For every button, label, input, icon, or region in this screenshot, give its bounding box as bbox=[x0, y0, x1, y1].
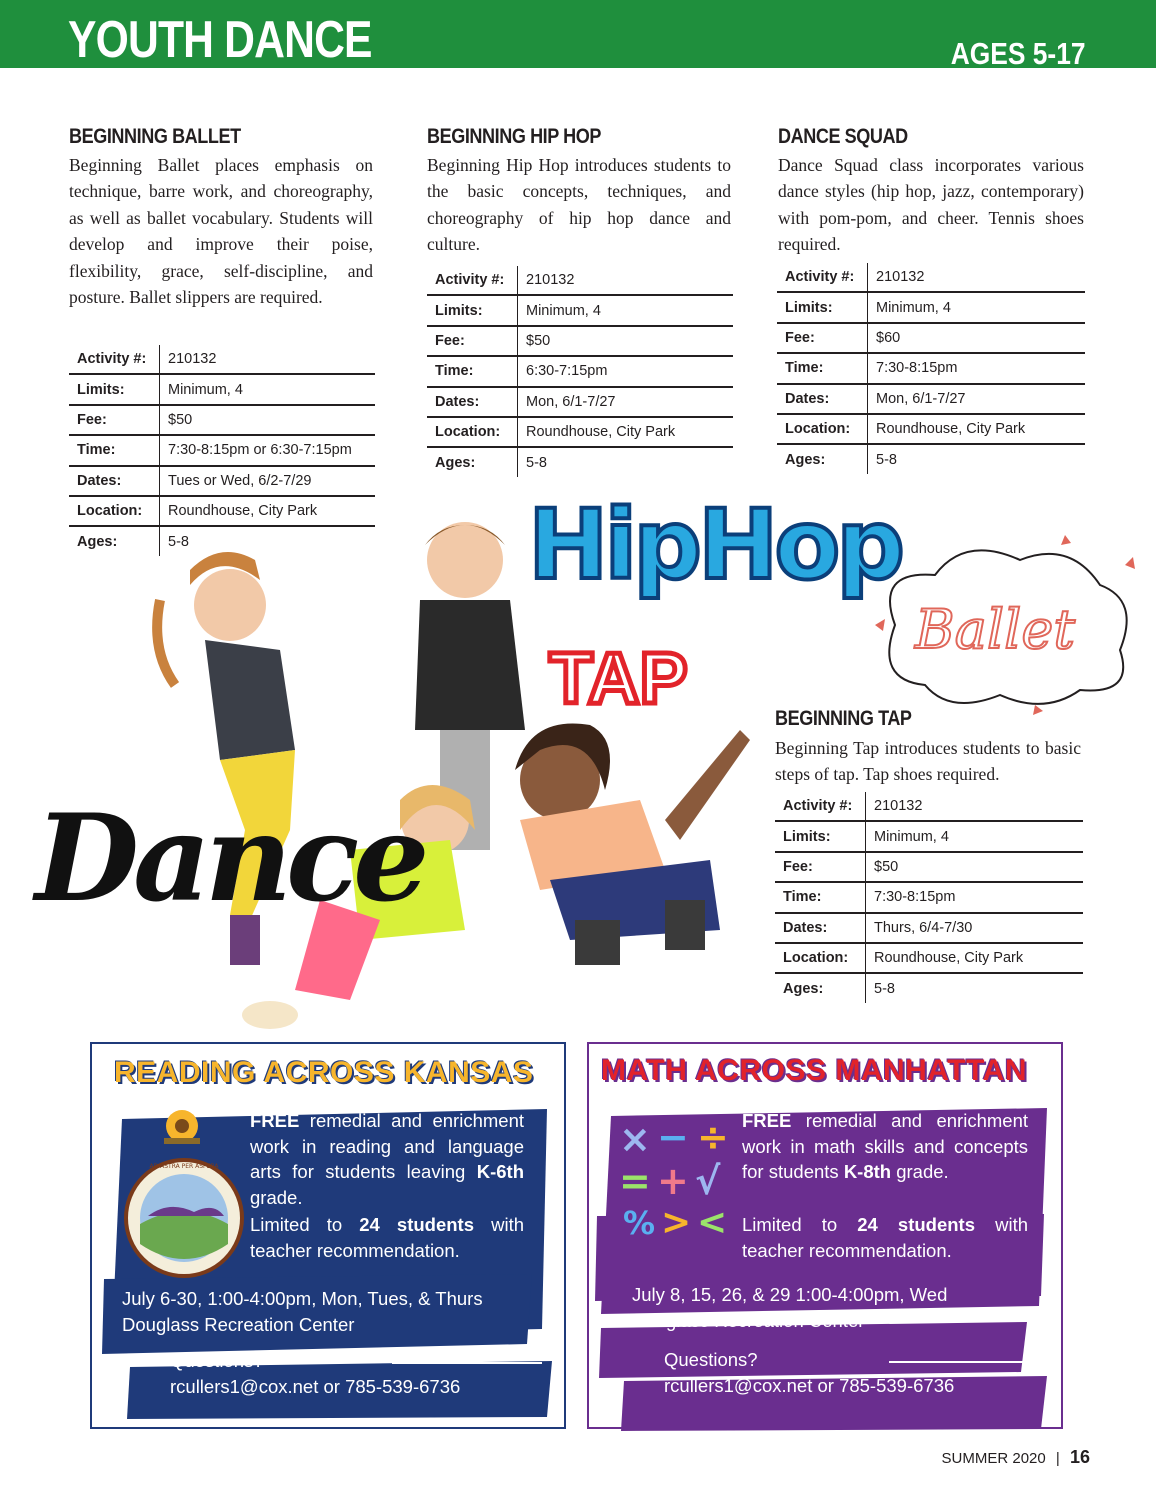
reading-divider bbox=[392, 1362, 542, 1364]
hiphop-info-table bbox=[427, 266, 733, 477]
info-value: Minimum, 4 bbox=[518, 295, 734, 325]
info-label: Limits: bbox=[427, 295, 518, 325]
tap-info-table bbox=[775, 792, 1083, 1003]
info-row bbox=[777, 444, 1085, 473]
info-value: Roundhouse, City Park bbox=[868, 414, 1086, 444]
info-row bbox=[427, 417, 733, 447]
info-label: Time: bbox=[427, 356, 518, 386]
math-contact[interactable]: rcullers1@cox.net or 785-539-6736 bbox=[664, 1375, 955, 1396]
math-program-box bbox=[587, 1042, 1063, 1429]
info-row bbox=[69, 374, 375, 404]
info-value: 5-8 bbox=[526, 454, 547, 471]
info-value: $50 bbox=[518, 326, 734, 356]
info-label: Location: bbox=[69, 496, 160, 526]
info-label: Dates: bbox=[69, 466, 160, 496]
info-row bbox=[69, 405, 375, 435]
info-value: 5-8 bbox=[876, 451, 897, 468]
footer-season: SUMMER 2020 bbox=[941, 1450, 1046, 1467]
svg-text:Dance: Dance bbox=[35, 788, 424, 929]
svg-text:÷: ÷ bbox=[697, 1115, 729, 1159]
info-row bbox=[69, 345, 375, 374]
info-value: 7:30-8:15pm or 6:30-7:15pm bbox=[160, 435, 376, 465]
info-value: Mon, 6/1-7/27 bbox=[518, 387, 734, 417]
info-label: Ages: bbox=[777, 444, 868, 473]
math-description: FREE remedial and enrichment work in math skills and concepts for students K-8th grade. bbox=[742, 1110, 1028, 1182]
info-value: Roundhouse, City Park bbox=[160, 496, 376, 526]
info-label: Ages: bbox=[69, 526, 160, 555]
info-row bbox=[777, 292, 1085, 322]
svg-text:HipHop: HipHop bbox=[528, 489, 901, 601]
math-divider bbox=[889, 1361, 1039, 1363]
kansas-seal-icon bbox=[124, 1104, 252, 1304]
info-label: Limits: bbox=[69, 374, 160, 404]
reading-contact[interactable]: rcullers1@cox.net or 785-539-6736 bbox=[170, 1376, 461, 1397]
footer-separator: | bbox=[1055, 1450, 1060, 1467]
info-value: 210132 bbox=[160, 345, 376, 374]
reading-limit: Limited to 24 students with teacher recommendation. bbox=[250, 1214, 524, 1261]
info-label: Dates: bbox=[775, 913, 866, 943]
info-row bbox=[427, 356, 733, 386]
info-value: 210132 bbox=[518, 266, 734, 295]
tap-lettering bbox=[545, 635, 725, 719]
age-range-label: AGES 5-17 bbox=[951, 36, 1086, 71]
svg-text:>: > bbox=[661, 1202, 692, 1243]
info-value: Mon, 6/1-7/27 bbox=[868, 384, 1086, 414]
info-value: Minimum, 4 bbox=[868, 292, 1086, 322]
info-value: $60 bbox=[868, 323, 1086, 353]
svg-text:+: + bbox=[657, 1159, 689, 1203]
reading-title: READING ACROSS KANSAS bbox=[114, 1056, 534, 1089]
info-label: Time: bbox=[775, 882, 866, 912]
svg-text:√: √ bbox=[695, 1159, 721, 1203]
info-label: Activity #: bbox=[427, 266, 518, 295]
svg-text:AD ASTRA PER ASPERA: AD ASTRA PER ASPERA bbox=[149, 1163, 219, 1170]
hiphop-description: Beginning Hip Hop introduces students to the basic concepts, techniques, and choreography of hip hop dance and culture. bbox=[427, 155, 731, 255]
info-row bbox=[427, 295, 733, 325]
svg-text:TAP: TAP bbox=[549, 639, 688, 719]
dance-lettering bbox=[30, 770, 424, 930]
info-row bbox=[775, 943, 1083, 973]
svg-text:Ballet: Ballet bbox=[915, 598, 1076, 661]
page-footer bbox=[942, 1446, 1090, 1470]
info-row bbox=[69, 435, 375, 465]
info-row bbox=[777, 323, 1085, 353]
math-free-label: FREE bbox=[742, 1110, 792, 1131]
info-label: Fee: bbox=[69, 405, 160, 435]
info-value: Thurs, 6/4-7/30 bbox=[866, 913, 1084, 943]
info-label: Fee: bbox=[775, 852, 866, 882]
info-value: Tues or Wed, 6/2-7/29 bbox=[160, 466, 376, 496]
info-row bbox=[777, 384, 1085, 414]
info-label: Fee: bbox=[427, 326, 518, 356]
squad-info-table bbox=[777, 263, 1085, 474]
info-row bbox=[427, 266, 733, 295]
info-value: 6:30-7:15pm bbox=[518, 356, 734, 386]
svg-text:%: % bbox=[623, 1204, 656, 1242]
math-title: MATH ACROSS MANHATTAN bbox=[601, 1054, 1028, 1087]
info-label: Activity #: bbox=[775, 792, 866, 821]
info-row bbox=[775, 913, 1083, 943]
reading-questions: Questions? bbox=[170, 1350, 264, 1371]
info-value: $50 bbox=[160, 405, 376, 435]
ballet-description: Beginning Ballet places emphasis on technique, barre work, and choreography, as well as ballet vocabulary. Students will develop and improve their poise, flexibility, grace, self-discipline, and posture. Ballet slippers are required. bbox=[69, 155, 373, 308]
math-symbols-icon bbox=[619, 1114, 739, 1243]
reading-program-box bbox=[90, 1042, 566, 1429]
svg-text:×: × bbox=[619, 1117, 651, 1161]
info-value: 210132 bbox=[866, 792, 1084, 821]
info-label: Limits: bbox=[777, 292, 868, 322]
svg-text:=: = bbox=[619, 1159, 651, 1203]
info-label: Dates: bbox=[427, 387, 518, 417]
info-value: 7:30-8:15pm bbox=[866, 882, 1084, 912]
math-location: Douglass Recreation Center bbox=[632, 1310, 865, 1331]
ballet-lettering bbox=[855, 530, 1145, 715]
info-label: Ages: bbox=[775, 973, 866, 1002]
info-label: Dates: bbox=[777, 384, 868, 414]
hiphop-lettering bbox=[520, 480, 901, 605]
math-questions: Questions? bbox=[664, 1349, 758, 1370]
hiphop-heading: BEGINNING HIP HOP bbox=[427, 125, 601, 148]
ballet-heading: BEGINNING BALLET bbox=[69, 125, 241, 148]
reading-grade: K-6th bbox=[476, 1161, 524, 1182]
info-row bbox=[777, 414, 1085, 444]
squad-description: Dance Squad class incorporates various dance styles (hip hop, jazz, contemporary) with pom-pom, and cheer. Tennis shoes required. bbox=[778, 155, 1084, 255]
math-limit: Limited to 24 students with teacher recommendation. bbox=[742, 1214, 1028, 1261]
math-schedule: July 8, 15, 26, & 29 1:00-4:00pm, Wed bbox=[632, 1284, 948, 1305]
svg-text:<: < bbox=[697, 1202, 728, 1243]
info-value: Minimum, 4 bbox=[160, 374, 376, 404]
info-value: 7:30-8:15pm bbox=[868, 353, 1086, 383]
info-label: Activity #: bbox=[777, 263, 868, 292]
reading-description: FREE remedial and enrichment work in reading and language arts for students leaving K-6th grade. bbox=[250, 1110, 524, 1208]
info-row bbox=[775, 821, 1083, 851]
reading-location: Douglass Recreation Center bbox=[122, 1314, 355, 1335]
info-value: Minimum, 4 bbox=[866, 821, 1084, 851]
info-row bbox=[777, 353, 1085, 383]
tap-description: Beginning Tap introduces students to basic steps of tap. Tap shoes required. bbox=[775, 738, 1081, 785]
info-row bbox=[427, 447, 733, 476]
page-title: YOUTH DANCE bbox=[68, 11, 372, 69]
svg-text:−: − bbox=[657, 1115, 689, 1159]
info-label: Activity #: bbox=[69, 345, 160, 374]
info-row bbox=[775, 852, 1083, 882]
info-value: Roundhouse, City Park bbox=[866, 943, 1084, 973]
info-label: Limits: bbox=[775, 821, 866, 851]
squad-heading: DANCE SQUAD bbox=[778, 125, 908, 148]
info-value: 5-8 bbox=[874, 980, 895, 997]
page-number: 16 bbox=[1069, 1447, 1090, 1467]
info-row bbox=[775, 792, 1083, 821]
info-row bbox=[69, 466, 375, 496]
info-row bbox=[427, 387, 733, 417]
info-row bbox=[775, 882, 1083, 912]
math-grade: K-8th bbox=[843, 1161, 892, 1182]
info-label: Time: bbox=[777, 353, 868, 383]
info-row bbox=[777, 263, 1085, 292]
reading-free-label: FREE bbox=[250, 1110, 300, 1131]
info-label: Location: bbox=[775, 943, 866, 973]
info-label: Ages: bbox=[427, 447, 518, 476]
info-row bbox=[775, 973, 1083, 1002]
info-label: Location: bbox=[777, 414, 868, 444]
info-label: Time: bbox=[69, 435, 160, 465]
info-label: Fee: bbox=[777, 323, 868, 353]
info-label: Location: bbox=[427, 417, 518, 447]
info-value: Roundhouse, City Park bbox=[518, 417, 734, 447]
reading-schedule: July 6-30, 1:00-4:00pm, Mon, Tues, & Thurs bbox=[122, 1288, 483, 1309]
info-value: 5-8 bbox=[168, 533, 189, 550]
info-value: 210132 bbox=[868, 263, 1086, 292]
tap-heading: BEGINNING TAP bbox=[775, 707, 912, 730]
info-row bbox=[427, 326, 733, 356]
info-value: $50 bbox=[866, 852, 1084, 882]
